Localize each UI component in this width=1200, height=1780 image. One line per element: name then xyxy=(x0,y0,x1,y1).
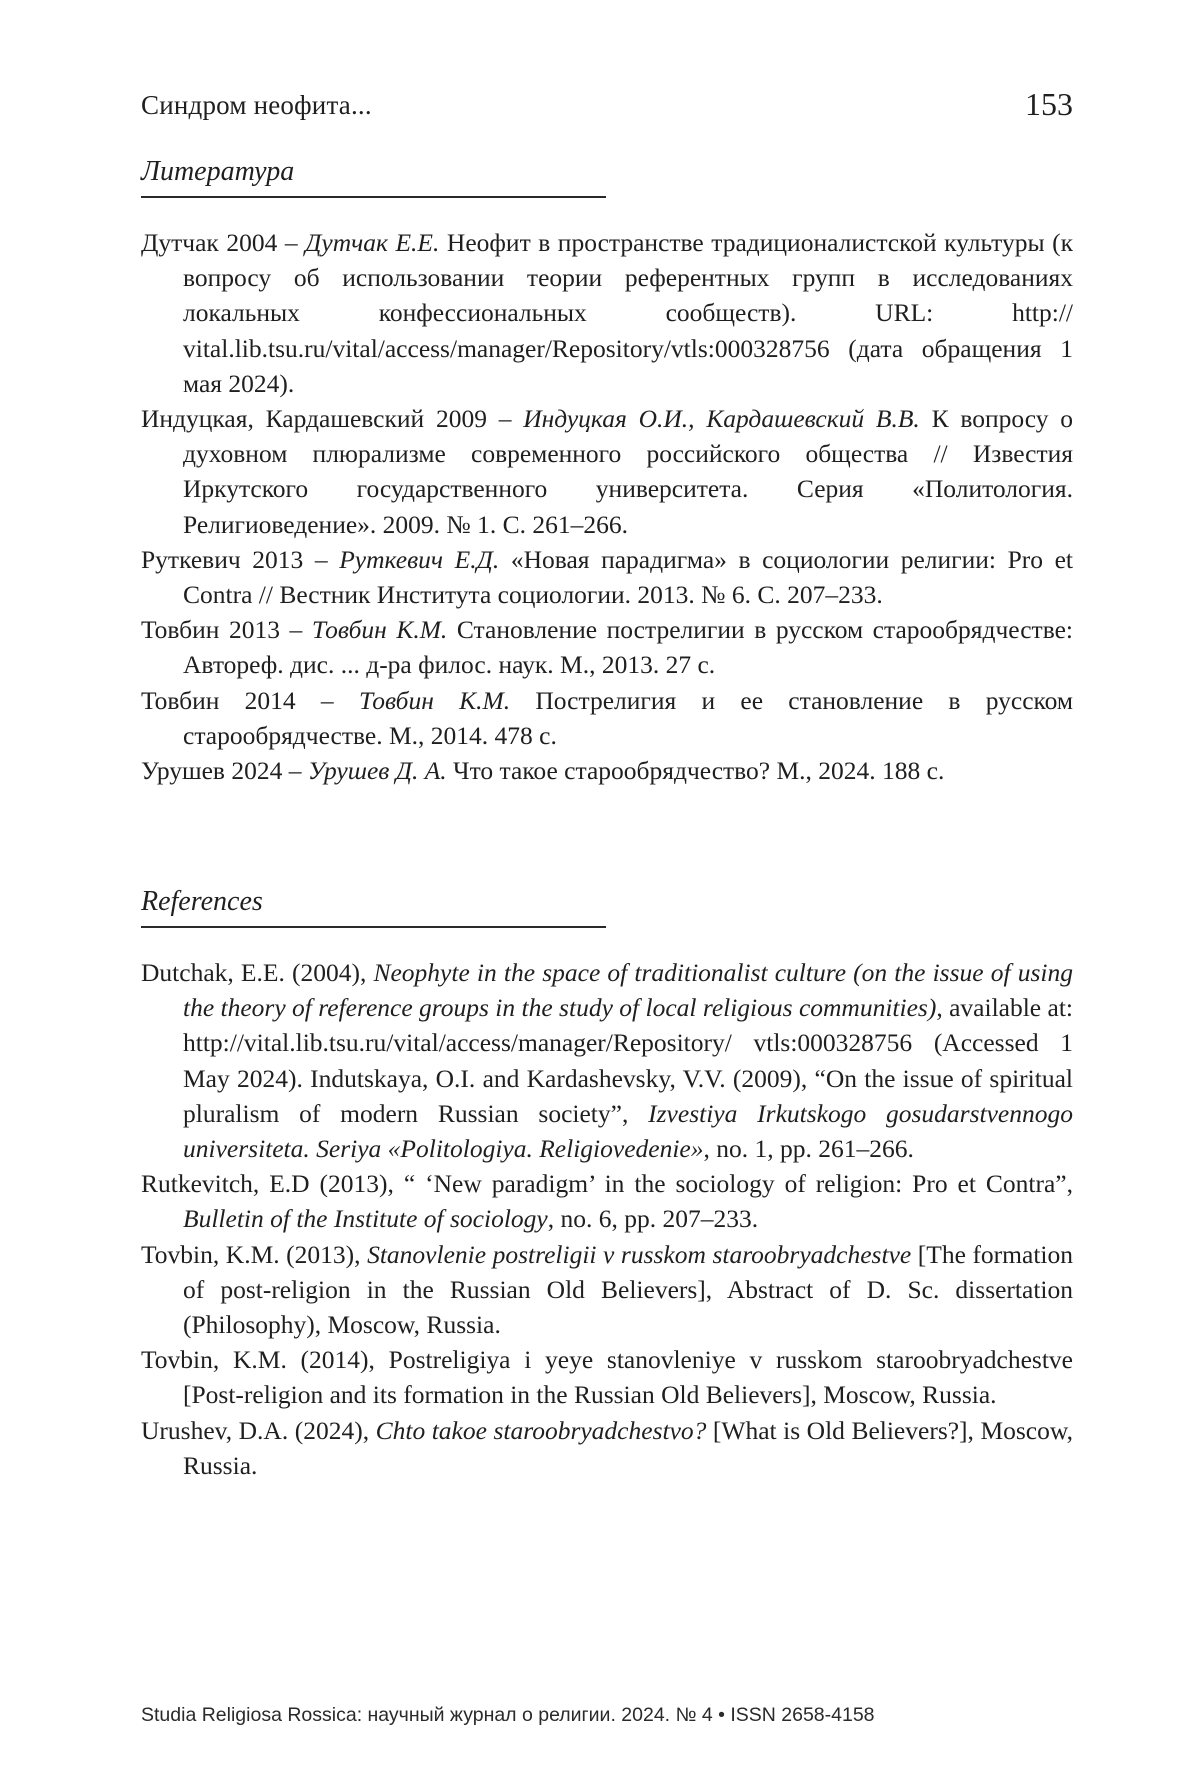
journal-footer: Studia Religiosa Rossica: научный журнал о религии. 2024. № 4 • ISSN 2658-4158 xyxy=(141,1704,875,1726)
reference-entry xyxy=(141,955,1073,1166)
entry-text: «Новая парадигма» в социологии религии: Pro et Contra // Вестник Института социологии. 2013. № 6. С. 207–233. xyxy=(183,544,1073,610)
literature-list xyxy=(141,225,1073,788)
entry-text: Rutkevitch, E.D (2013), “ ‘New paradigm’ in the sociology of religion: Pro et Contra”, xyxy=(141,1169,1073,1199)
entry-text: Пострелигия и ее становление в русском старообрядчестве. М., 2014. 478 с. xyxy=(183,685,1074,750)
references-heading: References xyxy=(141,882,606,928)
entry-text: Urushev, D.A. (2024), xyxy=(141,1415,376,1445)
entry-text: , no. 1, pp. 261–266. xyxy=(703,1134,914,1164)
entry-label: Руткевич 2013 – xyxy=(141,544,340,574)
literature-entry xyxy=(141,753,1073,788)
reference-entry xyxy=(141,1342,1073,1412)
entry-text: Становление пострелигии в русском старообрядчестве: Автореф. дис. ... д-ра филос. наук. М., 2013. 27 с. xyxy=(183,615,1073,680)
references-section xyxy=(141,882,1073,1483)
reference-entry xyxy=(141,1413,1073,1483)
entry-label: Индуцкая, Кардашевский 2009 – xyxy=(141,404,524,434)
literature-entry xyxy=(141,542,1073,612)
entry-text: Tovbin, K.M. (2013), xyxy=(141,1239,368,1269)
entry-journal: Izvestiya Irkutskogo gosudarstvennogo universiteta. Seriya «Politologiya. Religiovedenie» xyxy=(183,1098,1074,1164)
entry-label: Товбин 2013 – xyxy=(141,615,312,645)
entry-text: [What is Old Believers?], Moscow, Russia. xyxy=(183,1415,1073,1480)
reference-entry xyxy=(141,1166,1073,1236)
entry-text: Dutchak, E.E. (2004), xyxy=(141,958,374,987)
entry-text: , available at: http://vital.lib.tsu.ru/vital/access/manager/Repository/ vtls:000328756 (Accessed 1 May 2024). Indutskaya, O.I. and Kardashevsky, V.V. (2009), “On the issue of spiritual pluralism of modern Russian society”, xyxy=(183,993,1073,1128)
entry-journal: Bulletin of the Institute of sociology xyxy=(183,1204,548,1234)
entry-text: [The formation of post-religion in the Russian Old Believers], Abstract of D. Sc. dissertation (Philosophy), Moscow, Russia. xyxy=(183,1239,1074,1340)
entry-label: Урушев 2024 – xyxy=(141,756,308,786)
entry-author: Урушев Д. А. xyxy=(307,756,447,786)
entry-author: Дутчак Е.Е. xyxy=(305,228,440,257)
running-head xyxy=(141,86,1073,126)
entry-author: Товбин К.М. xyxy=(311,615,448,645)
running-title: Синдром неофита... xyxy=(141,90,372,120)
reference-entry xyxy=(141,1237,1073,1343)
literature-heading: Литература xyxy=(141,152,606,198)
journal-page xyxy=(141,0,1073,1780)
entry-text: , no. 6, pp. 207–233. xyxy=(547,1204,759,1234)
literature-entry xyxy=(141,401,1073,542)
literature-entry xyxy=(141,683,1073,753)
literature-entry xyxy=(141,225,1073,401)
entry-text: К вопросу о духовном плюрализме современного российского общества // Известия Иркутского государственного университета. Серия «Политология. Религиоведение». 2009. № 1. С. 261–266. xyxy=(183,404,1073,539)
entry-title: Chto takoe staroobryadchestvo? xyxy=(375,1415,707,1445)
references-list xyxy=(141,955,1073,1483)
entry-label: Дутчак 2004 – xyxy=(141,228,306,257)
literature-section xyxy=(141,152,1073,788)
entry-title: Stanovlenie postreligii v russkom staroobryadchestve xyxy=(367,1239,912,1269)
entry-title: Neophyte in the space of traditionalist culture (on the issue of using the theory of reference groups in the study of local religious communities) xyxy=(183,958,1073,1023)
entry-text: Неофит в пространстве традиционалистской культуры (к вопросу об использовании теории референтных групп в исследованиях локальных конфессиональных сообществ). URL: http:// vital.lib.tsu.ru/vital/access/manager/Repository/vtls:000328756 (дата обращения 1 мая 2024). xyxy=(183,228,1074,398)
entry-author: Товбин К.М. xyxy=(358,685,511,715)
entry-author: Индуцкая О.И., Кардашевский В.В. xyxy=(523,404,920,434)
entry-text: Tovbin, K.M. (2014), Postreligiya i yeye stanovleniye v russkom staroobryadchestve [Post-religion and its formation in the Russian Old Believers], Moscow, Russia. xyxy=(141,1345,1073,1410)
entry-author: Руткевич Е.Д. xyxy=(339,544,500,574)
literature-entry xyxy=(141,612,1073,682)
page-number: 153 xyxy=(1025,86,1073,122)
entry-label: Товбин 2014 – xyxy=(141,685,359,715)
entry-text: Что такое старообрядчество? М., 2024. 188 с. xyxy=(446,756,945,786)
